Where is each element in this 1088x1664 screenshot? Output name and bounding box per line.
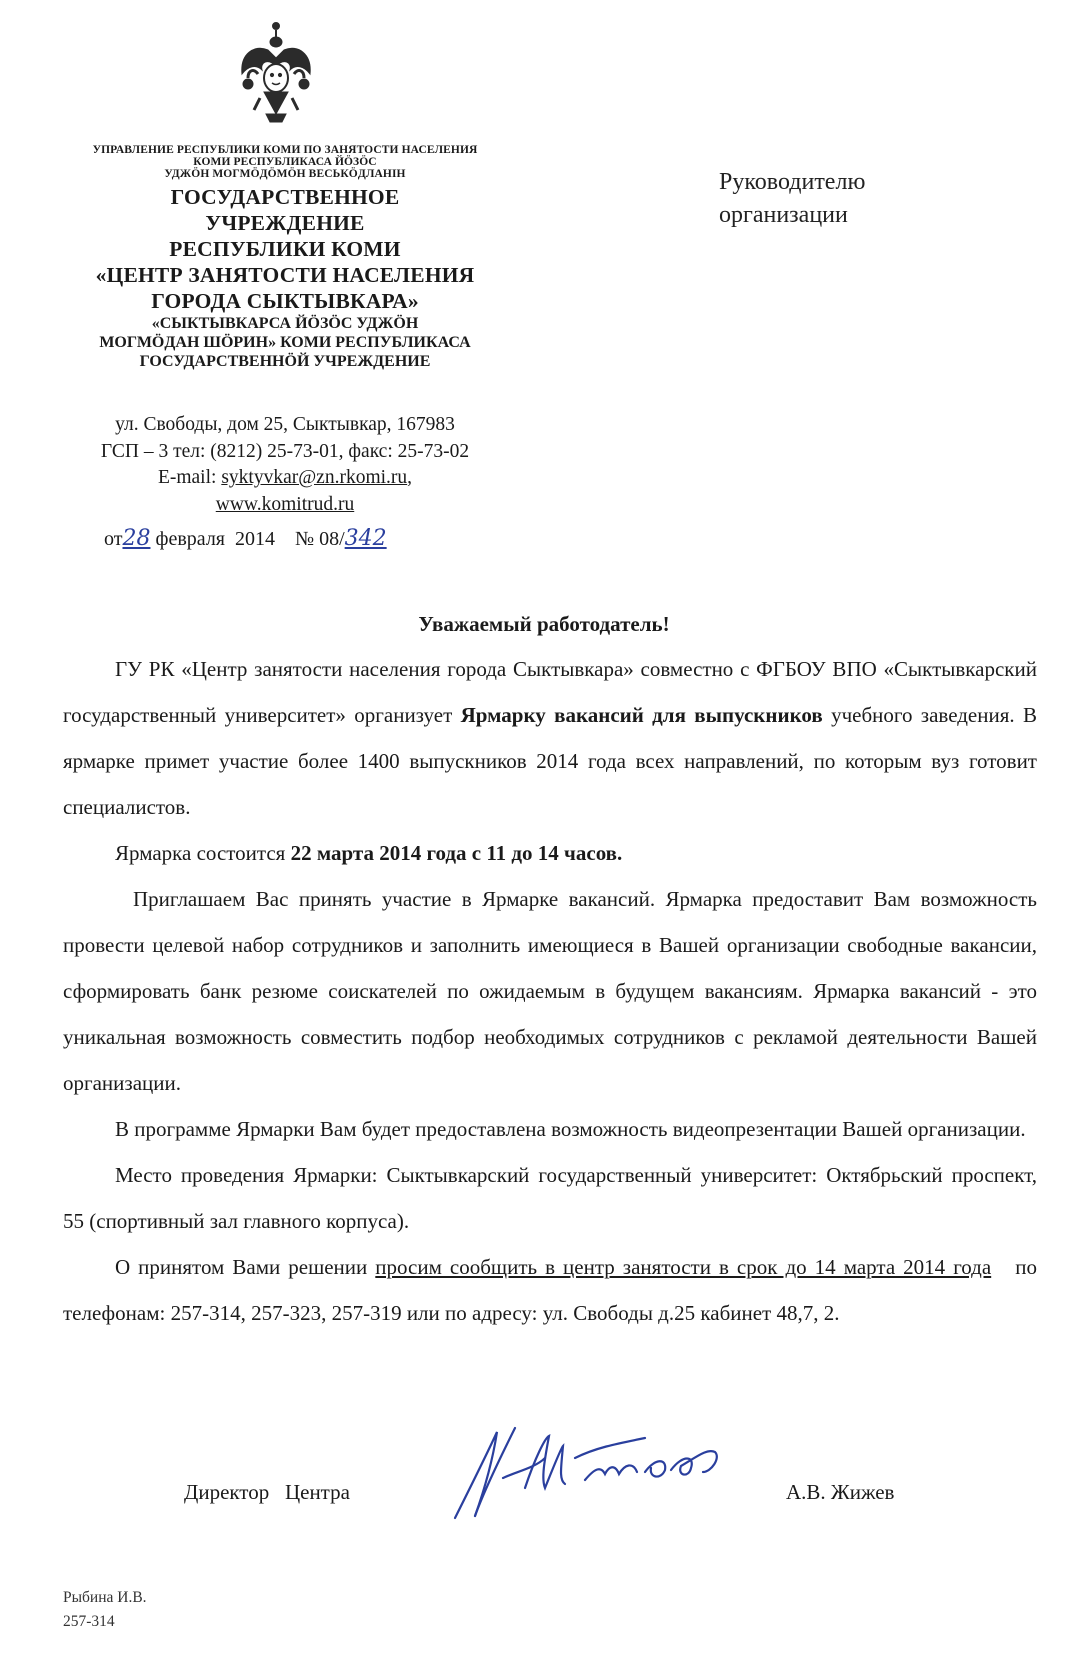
- paragraph: [63, 830, 1037, 876]
- paragraph-emphasis: Ярмарку вакансий для выпускников: [460, 703, 823, 727]
- email-link[interactable]: syktyvkar@zn.rkomi.ru: [221, 467, 408, 488]
- organization-name: ГОСУДАРСТВЕННОЕ: [170, 185, 400, 210]
- paragraph: Место проведения Ярмарки: Сыктывкарский государственный университет: Октябрьский проспект, 55 (спортивный зал главного корпуса).: [63, 1163, 1037, 1233]
- contact-block: [55, 412, 515, 518]
- addressee-line: организации: [719, 202, 848, 228]
- letterhead: [55, 144, 515, 371]
- director-signature: [445, 1418, 785, 1528]
- outgoing-reference: [104, 526, 524, 551]
- deadline-request: просим сообщить в центр занятости в срок до 14 марта 2014 года: [375, 1255, 992, 1279]
- paragraph-text: Ярмарка состоится: [115, 841, 291, 865]
- salutation: Уважаемый работодатель!: [418, 612, 670, 636]
- email-line: [55, 465, 515, 492]
- komi-emblem-icon: [234, 18, 318, 126]
- executor-info: [63, 1586, 147, 1634]
- paragraph: Приглашаем Вас принять участие в Ярмарке вакансий. Ярмарка предоставит Вам возможность провести целевой набор сотрудников и заполнить имеющиеся в Вашей организации свободные вакансии, сформировать банк резюме соискателей по ожидаемым в будущем вакансиям. Ярмарка вакансий - это уникальная возможность совместить подбор необходимых сотрудников с рекламой деятельности Вашей организации.: [63, 887, 1037, 1095]
- email-comma: ,: [407, 467, 413, 488]
- signatory-name: А.В. Жижев: [786, 1480, 895, 1504]
- paragraph-text: учебного заведения. В ярмарке примет участие более 1400 выпускников 2014 года всех направлений, по которым вуз готовит специалистов.: [63, 703, 1037, 819]
- organization-name: УЧРЕЖДЕНИЕ: [205, 211, 365, 236]
- paragraph-text: ГУ РК «Центр занятости населения города Сыктывкара» совместно с ФГБОУ ВПО «Сыктывкарский государственный университет» организует: [63, 657, 1037, 727]
- phone-fax: ГСП – 3 тел: (8212) 25-73-01, факс: 25-73-02: [100, 440, 470, 462]
- organization-name: ГОРОДА СЫКТЫВКАРА»: [151, 289, 419, 314]
- organization-name-komi: «СЫКТЫВКАРСА ЙÖЗÖС УДЖÖН: [151, 315, 419, 333]
- addressee: [719, 166, 865, 232]
- organization-name-komi: ГОСУДАРСТВЕННÖЙ УЧРЕЖДЕНИЕ: [139, 353, 431, 371]
- handwritten-number: 342: [344, 526, 387, 551]
- date-month-year: февраля 2014 № 08/: [150, 528, 345, 550]
- paragraph-text: по телефонам: 257-314, 257-323, 257-319 или по адресу: ул. Свободы д.25 кабинет 48,7, 2.: [63, 1255, 1048, 1325]
- addressee-line: Руководителю: [719, 169, 866, 195]
- organization-name-komi: МОГМÖДАН ШÖРИН» КОМИ РЕСПУБЛИКАСА: [99, 334, 471, 352]
- executor-name: Рыбина И.В.: [63, 1589, 147, 1606]
- letterhead-line: УПРАВЛЕНИЕ РЕСПУБЛИКИ КОМИ ПО ЗАНЯТОСТИ НАСЕЛЕНИЯ: [92, 144, 478, 156]
- letterhead-line: УДЖÖН МОГМÖДÖМÖН ВЕСЬКÖДЛАНIН: [164, 168, 406, 181]
- postal-address: ул. Свободы, дом 25, Сыктывкар, 167983: [115, 414, 455, 435]
- date-prefix: от: [104, 528, 123, 550]
- event-date: 22 марта 2014 года с 11 до 14 часов.: [290, 841, 623, 865]
- email-label: E-mail:: [157, 467, 222, 488]
- organization-name: РЕСПУБЛИКИ КОМИ: [169, 237, 401, 262]
- letter-body: [63, 646, 1048, 1336]
- letterhead-line: КОМИ РЕСПУБЛИКАСА ЙÖЗÖС: [193, 156, 377, 169]
- paragraph-text: О принятом Вами решении: [115, 1255, 376, 1279]
- handwritten-day: 28: [122, 526, 151, 551]
- paragraph: [63, 1244, 1048, 1336]
- paragraph: [63, 646, 1037, 830]
- signatory-title: Директор Центра: [184, 1480, 350, 1504]
- paragraph: В программе Ярмарки Вам будет предоставлена возможность видеопрезентации Вашей организации.: [115, 1117, 1026, 1141]
- organization-name: «ЦЕНТР ЗАНЯТОСТИ НАСЕЛЕНИЯ: [95, 263, 475, 288]
- executor-phone: 257-314: [63, 1613, 115, 1630]
- website-link[interactable]: www.komitrud.ru: [215, 493, 355, 515]
